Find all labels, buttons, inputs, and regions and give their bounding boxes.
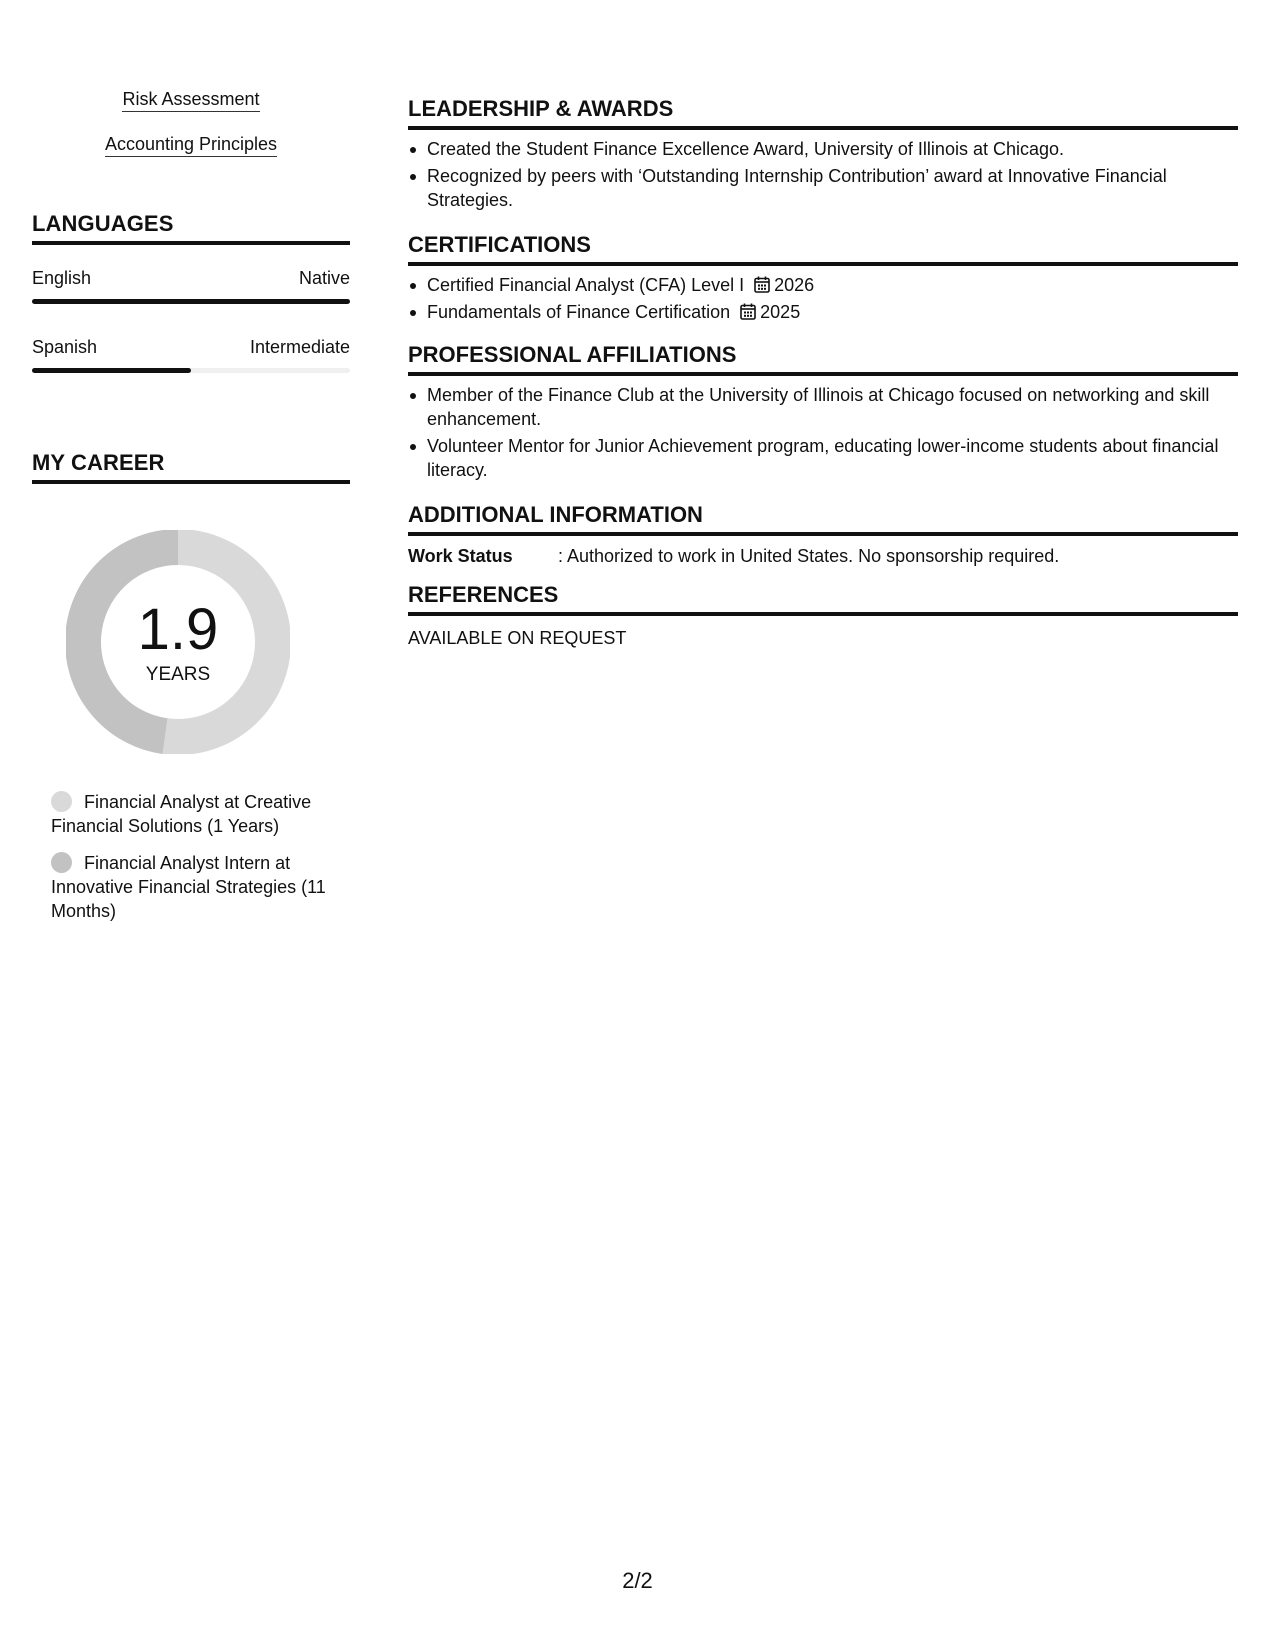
career-item: [51, 851, 341, 923]
career-legend-dot: [51, 791, 72, 812]
leadership-heading: LEADERSHIP & AWARDS: [408, 96, 1238, 130]
list-item: Created the Student Finance Excellence Award, University of Illinois at Chicago.: [408, 137, 1238, 161]
certification-item: [408, 273, 1238, 297]
references-text: AVAILABLE ON REQUEST: [408, 628, 627, 648]
career-item-label: Financial Analyst Intern at Innovative Financial Strategies (11 Months): [51, 853, 326, 921]
career-legend-dot: [51, 852, 72, 873]
language-name: English: [32, 268, 92, 288]
affiliations-list: [408, 383, 1238, 485]
certification-year: 2025: [760, 302, 801, 322]
language-level: Native: [298, 268, 350, 288]
list-item: Member of the Finance Club at the University of Illinois at Chicago focused on networking and skill enhancement.: [408, 383, 1238, 431]
work-status-label: Work Status: [408, 546, 513, 566]
skill-accounting-principles[interactable]: [32, 133, 350, 155]
language-bar-spanish: [32, 368, 350, 373]
language-name: Spanish: [32, 337, 98, 357]
skill-label: Risk Assessment: [122, 89, 259, 112]
page-number: 2/2: [622, 1568, 653, 1593]
affiliations-heading: PROFESSIONAL AFFILIATIONS: [408, 342, 1238, 376]
calendar-icon: [740, 303, 756, 320]
languages-heading: LANGUAGES: [32, 211, 350, 245]
career-item-label: Financial Analyst at Creative Financial Solutions (1 Years): [51, 792, 312, 836]
calendar-icon: [754, 276, 770, 293]
career-total-value: 1.9: [137, 597, 219, 662]
references-heading: REFERENCES: [408, 582, 1238, 616]
language-level: Intermediate: [249, 337, 350, 357]
certification-name: Certified Financial Analyst (CFA) Level I: [427, 275, 745, 295]
language-bar-fill: [32, 299, 350, 304]
language-bar-english: [32, 299, 350, 304]
career-heading: MY CAREER: [32, 450, 350, 484]
additional-info-heading: ADDITIONAL INFORMATION: [408, 502, 1238, 536]
list-item: Recognized by peers with ‘Outstanding Internship Contribution’ award at Innovative Financial Strategies.: [408, 164, 1238, 212]
career-item: [51, 790, 341, 838]
language-bar-fill: [32, 368, 191, 373]
work-status-value: : Authorized to work in United States. No sponsorship required.: [558, 546, 1060, 566]
skill-risk-assessment[interactable]: [32, 88, 350, 110]
certification-item: [408, 300, 1238, 324]
leadership-list: [408, 137, 1238, 215]
certifications-heading: CERTIFICATIONS: [408, 232, 1238, 266]
certification-name: Fundamentals of Finance Certification: [427, 302, 731, 322]
career-total-unit: YEARS: [145, 664, 211, 685]
certification-year: 2026: [774, 275, 815, 295]
certifications-list: [408, 273, 1238, 327]
list-item: Volunteer Mentor for Junior Achievement program, educating lower-income students about financial literacy.: [408, 434, 1238, 482]
skill-label: Accounting Principles: [105, 134, 277, 157]
